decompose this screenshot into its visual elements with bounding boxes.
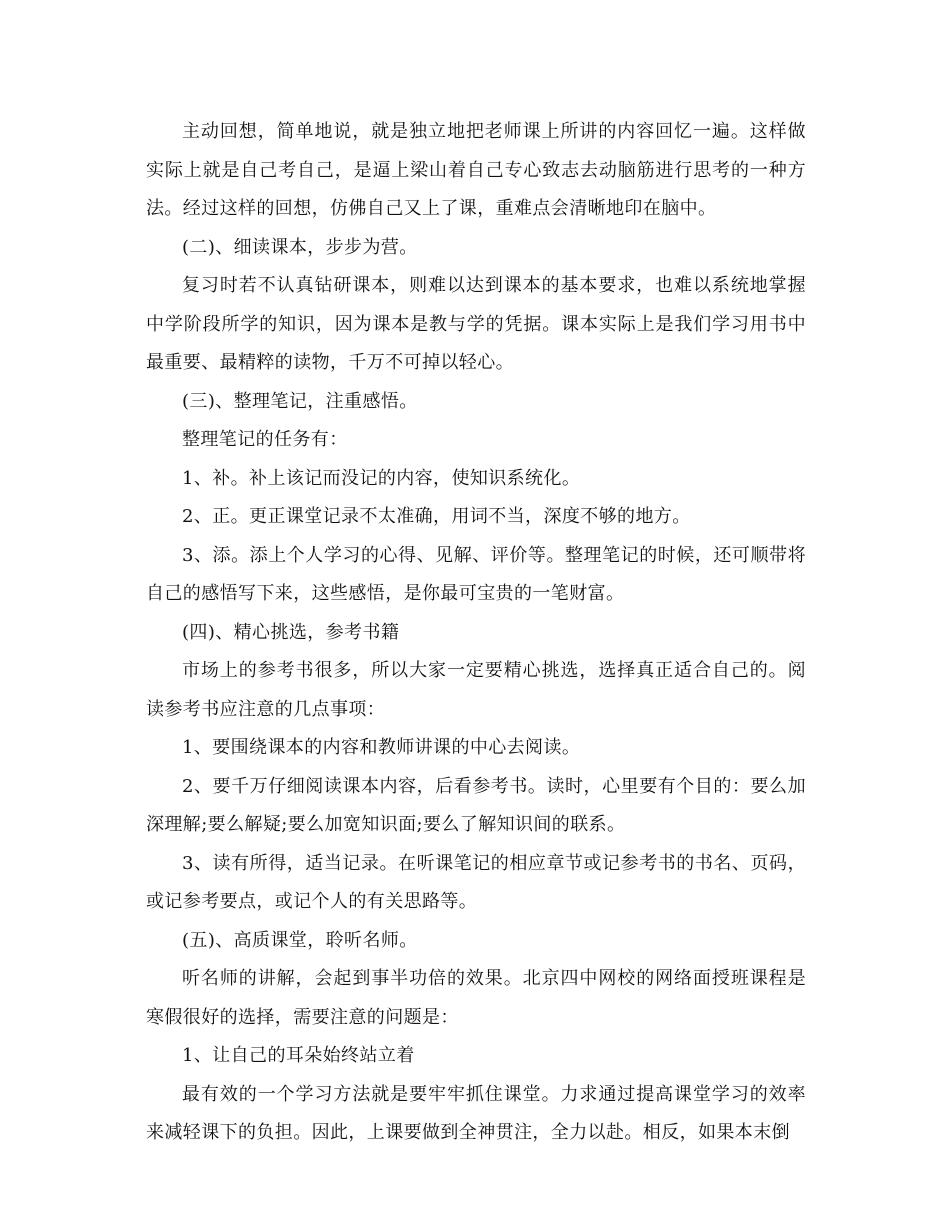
heading-section-5: (五)、高质课堂，聆听名师。 [182,929,418,951]
list-item-notes-2: 2、正。更正课堂记录不太准确，用词不当，深度不够的地方。 [182,506,691,527]
list-item-class-1: 1、让自己的耳朵始终站立着 [182,1045,415,1066]
list-item-reading-2: 2、要千万仔细阅读课本内容，后看参考书。读时，心里要有个目的：要么加深理解;要么解疑;要么加宽知识面;要么了解知识间的联系。 [146,775,806,835]
paragraph-reference-books: 市场上的参考书很多，所以大家一定要精心挑选，选择真正适合自己的。阅读参考书应注意的几点事项： [146,660,806,720]
document-body [146,113,806,1153]
paragraph-read-textbook: 复习时若不认真钻研课本，则难以达到课本的基本要求，也难以系统地掌握中学阶段所学的知识，因为课本是教与学的凭据。课本实际上是我们学习用书中最重要、最精粹的读物，千万不可掉以轻心。 [146,275,806,373]
heading-section-2: (二)、细读课本，步步为营。 [182,236,418,258]
list-item-reading-1: 1、要围绕课本的内容和教师讲课的中心去阅读。 [182,737,581,758]
paragraph-notes-tasks: 整理笔记的任务有： [182,429,348,450]
paragraph-classroom-efficiency: 最有效的一个学习方法就是要牢牢抓住课堂。力求通过提高课堂学习的效率来减轻课下的负担。因此，上课要做到全神贯注，全力以赴。相反，如果本末倒 [146,1083,806,1143]
paragraph-active-recall: 主动回想，简单地说，就是独立地把老师课上所讲的内容回忆一遍。这样做实际上就是自己考自己，是逼上梁山着自己专心致志去动脑筋进行思考的一种方法。经过这样的回想，仿佛自己又上了课，重难点会清晰地印在脑中。 [146,121,806,219]
list-item-notes-1: 1、补。补上该记而没记的内容，使知识系统化。 [182,467,581,489]
heading-section-4: (四)、精心挑选，参考书籍 [182,621,400,643]
list-item-reading-3: 3、读有所得，适当记录。在听课笔记的相应章节或记参考书的书名、页码，或记参考要点，或记个人的有关思路等。 [146,852,806,912]
heading-section-3: (三)、整理笔记，注重感悟。 [182,390,418,412]
paragraph-famous-teachers: 听名师的讲解，会起到事半功倍的效果。北京四中网校的网络面授班课程是寒假很好的选择，需要注意的问题是： [146,968,806,1028]
list-item-notes-3: 3、添。添上个人学习的心得、见解、评价等。整理笔记的时候，还可顺带将自己的感悟写下来，这些感悟，是你最可宝贵的一笔财富。 [146,544,806,604]
